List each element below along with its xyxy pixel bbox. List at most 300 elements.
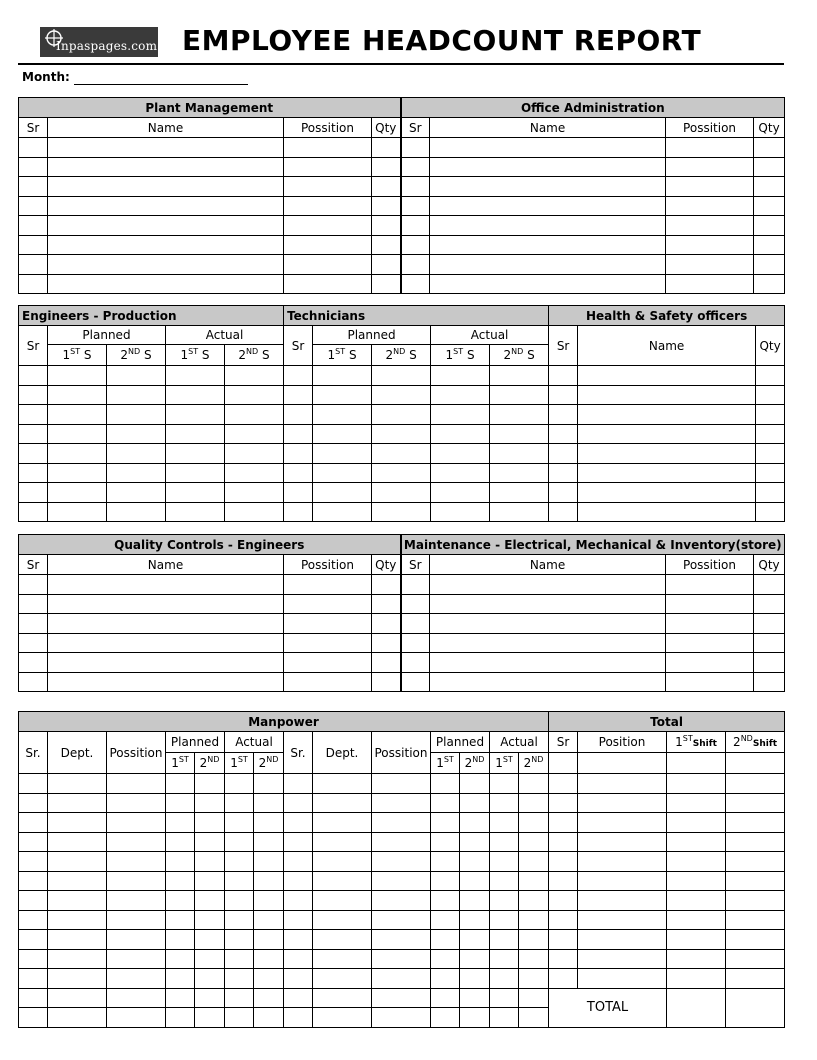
- table-cell[interactable]: [284, 949, 313, 969]
- table-cell[interactable]: [460, 891, 490, 911]
- table-cell[interactable]: [195, 910, 225, 930]
- table-cell[interactable]: [48, 177, 284, 197]
- table-cell[interactable]: [549, 852, 578, 872]
- table-cell[interactable]: [254, 774, 284, 794]
- table-cell[interactable]: [107, 483, 166, 503]
- table-cell[interactable]: [19, 910, 48, 930]
- table-cell[interactable]: [313, 949, 372, 969]
- table-cell[interactable]: [401, 633, 430, 653]
- table-cell[interactable]: [460, 1008, 490, 1028]
- table-cell[interactable]: [754, 614, 785, 634]
- table-cell[interactable]: [48, 138, 284, 158]
- table-cell[interactable]: [754, 633, 785, 653]
- table-cell[interactable]: [431, 502, 490, 522]
- table-cell[interactable]: [460, 793, 490, 813]
- table-cell[interactable]: [313, 930, 372, 950]
- table-cell[interactable]: [431, 463, 490, 483]
- table-cell[interactable]: [372, 633, 401, 653]
- table-cell[interactable]: [313, 891, 372, 911]
- table-cell[interactable]: [225, 891, 254, 911]
- table-cell[interactable]: [107, 910, 166, 930]
- table-cell[interactable]: [19, 891, 48, 911]
- table-cell[interactable]: [372, 255, 401, 275]
- table-cell[interactable]: [578, 385, 756, 405]
- table-cell[interactable]: [667, 969, 726, 989]
- table-cell[interactable]: [48, 255, 284, 275]
- table-cell[interactable]: [19, 157, 48, 177]
- table-cell[interactable]: [48, 633, 284, 653]
- table-cell[interactable]: [430, 594, 666, 614]
- table-cell[interactable]: [284, 910, 313, 930]
- table-cell[interactable]: [48, 930, 107, 950]
- table-cell[interactable]: [19, 793, 48, 813]
- table-cell[interactable]: [225, 852, 254, 872]
- table-cell[interactable]: [431, 949, 460, 969]
- table-cell[interactable]: [549, 502, 578, 522]
- table-cell[interactable]: [460, 871, 490, 891]
- table-cell[interactable]: [225, 366, 284, 386]
- table-cell[interactable]: [166, 366, 225, 386]
- table-cell[interactable]: [48, 871, 107, 891]
- table-cell[interactable]: [19, 502, 48, 522]
- table-cell[interactable]: [284, 177, 372, 197]
- table-cell[interactable]: [166, 502, 225, 522]
- table-cell[interactable]: [19, 444, 48, 464]
- table-cell[interactable]: [372, 138, 401, 158]
- table-cell[interactable]: [401, 177, 430, 197]
- table-cell[interactable]: [549, 871, 578, 891]
- table-cell[interactable]: [313, 483, 372, 503]
- table-cell[interactable]: [549, 424, 578, 444]
- table-cell[interactable]: [19, 813, 48, 833]
- table-cell[interactable]: [313, 852, 372, 872]
- table-cell[interactable]: [225, 988, 254, 1008]
- table-cell[interactable]: [490, 930, 519, 950]
- table-cell[interactable]: [372, 196, 401, 216]
- table-cell[interactable]: [166, 832, 195, 852]
- table-cell[interactable]: [284, 575, 372, 595]
- table-cell[interactable]: [284, 502, 313, 522]
- table-cell[interactable]: [549, 793, 578, 813]
- table-cell[interactable]: [48, 949, 107, 969]
- table-cell[interactable]: [578, 871, 667, 891]
- table-cell[interactable]: [166, 405, 225, 425]
- table-cell[interactable]: [48, 793, 107, 813]
- table-cell[interactable]: [549, 405, 578, 425]
- table-cell[interactable]: [166, 463, 225, 483]
- table-cell[interactable]: [667, 753, 726, 774]
- table-cell[interactable]: [754, 575, 785, 595]
- table-cell[interactable]: [284, 871, 313, 891]
- table-cell[interactable]: [726, 891, 785, 911]
- table-cell[interactable]: [666, 196, 754, 216]
- table-cell[interactable]: [372, 463, 431, 483]
- table-cell[interactable]: [166, 793, 195, 813]
- table-cell[interactable]: [225, 832, 254, 852]
- table-cell[interactable]: [430, 216, 666, 236]
- table-cell[interactable]: [430, 138, 666, 158]
- table-cell[interactable]: [284, 405, 313, 425]
- table-cell[interactable]: [490, 891, 519, 911]
- table-cell[interactable]: [166, 813, 195, 833]
- table-cell[interactable]: [519, 949, 549, 969]
- table-cell[interactable]: [107, 793, 166, 813]
- table-cell[interactable]: [48, 196, 284, 216]
- table-cell[interactable]: [549, 385, 578, 405]
- table-cell[interactable]: [549, 753, 578, 774]
- table-cell[interactable]: [313, 969, 372, 989]
- table-cell[interactable]: [372, 235, 401, 255]
- table-cell[interactable]: [372, 177, 401, 197]
- table-cell[interactable]: [519, 930, 549, 950]
- table-cell[interactable]: [756, 444, 785, 464]
- table-cell[interactable]: [372, 614, 401, 634]
- table-cell[interactable]: [372, 424, 431, 444]
- table-cell[interactable]: [372, 871, 431, 891]
- table-cell[interactable]: [284, 216, 372, 236]
- table-cell[interactable]: [460, 813, 490, 833]
- table-cell[interactable]: [667, 910, 726, 930]
- table-cell[interactable]: [549, 891, 578, 911]
- table-cell[interactable]: [19, 1008, 48, 1028]
- table-cell[interactable]: [667, 813, 726, 833]
- table-cell[interactable]: [490, 366, 549, 386]
- table-cell[interactable]: [372, 832, 431, 852]
- table-cell[interactable]: [667, 930, 726, 950]
- table-cell[interactable]: [195, 969, 225, 989]
- table-cell[interactable]: [431, 366, 490, 386]
- table-cell[interactable]: [401, 614, 430, 634]
- table-cell[interactable]: [519, 774, 549, 794]
- table-cell[interactable]: [284, 463, 313, 483]
- table-cell[interactable]: [372, 216, 401, 236]
- table-cell[interactable]: [313, 832, 372, 852]
- table-cell[interactable]: [372, 910, 431, 930]
- table-cell[interactable]: [754, 653, 785, 673]
- table-cell[interactable]: [460, 969, 490, 989]
- table-cell[interactable]: [48, 385, 107, 405]
- table-cell[interactable]: [756, 424, 785, 444]
- table-cell[interactable]: [284, 813, 313, 833]
- table-cell[interactable]: [519, 891, 549, 911]
- table-cell[interactable]: [401, 575, 430, 595]
- table-cell[interactable]: [401, 653, 430, 673]
- table-cell[interactable]: [430, 274, 666, 294]
- table-cell[interactable]: [549, 444, 578, 464]
- table-cell[interactable]: [107, 949, 166, 969]
- table-cell[interactable]: [460, 910, 490, 930]
- table-cell[interactable]: [254, 910, 284, 930]
- table-cell[interactable]: [372, 157, 401, 177]
- table-cell[interactable]: [195, 988, 225, 1008]
- table-cell[interactable]: [490, 424, 549, 444]
- table-cell[interactable]: [166, 483, 225, 503]
- table-cell[interactable]: [431, 871, 460, 891]
- table-cell[interactable]: [225, 1008, 254, 1028]
- table-cell[interactable]: [726, 930, 785, 950]
- table-cell[interactable]: [549, 910, 578, 930]
- table-cell[interactable]: [225, 910, 254, 930]
- table-cell[interactable]: [107, 988, 166, 1008]
- table-cell[interactable]: [401, 274, 430, 294]
- table-cell[interactable]: [431, 988, 460, 1008]
- table-cell[interactable]: [107, 891, 166, 911]
- table-cell[interactable]: [578, 463, 756, 483]
- table-cell[interactable]: [666, 672, 754, 692]
- table-cell[interactable]: [667, 871, 726, 891]
- table-cell[interactable]: [372, 405, 431, 425]
- table-cell[interactable]: [372, 793, 431, 813]
- table-cell[interactable]: [430, 672, 666, 692]
- table-cell[interactable]: [667, 852, 726, 872]
- table-cell[interactable]: [19, 988, 48, 1008]
- table-cell[interactable]: [284, 1008, 313, 1028]
- table-cell[interactable]: [107, 813, 166, 833]
- table-cell[interactable]: [48, 575, 284, 595]
- table-cell[interactable]: [490, 405, 549, 425]
- total-value-cell[interactable]: [667, 988, 726, 1027]
- table-cell[interactable]: [490, 988, 519, 1008]
- month-input-line[interactable]: [74, 84, 248, 85]
- table-cell[interactable]: [48, 653, 284, 673]
- table-cell[interactable]: [19, 483, 48, 503]
- table-cell[interactable]: [754, 274, 785, 294]
- table-cell[interactable]: [313, 793, 372, 813]
- table-cell[interactable]: [284, 196, 372, 216]
- table-cell[interactable]: [549, 366, 578, 386]
- table-cell[interactable]: [490, 483, 549, 503]
- table-cell[interactable]: [372, 852, 431, 872]
- table-cell[interactable]: [48, 672, 284, 692]
- table-cell[interactable]: [430, 157, 666, 177]
- table-cell[interactable]: [431, 891, 460, 911]
- table-cell[interactable]: [48, 502, 107, 522]
- table-cell[interactable]: [431, 483, 490, 503]
- table-cell[interactable]: [667, 949, 726, 969]
- table-cell[interactable]: [756, 405, 785, 425]
- table-cell[interactable]: [107, 424, 166, 444]
- table-cell[interactable]: [431, 910, 460, 930]
- table-cell[interactable]: [401, 138, 430, 158]
- table-cell[interactable]: [284, 235, 372, 255]
- table-cell[interactable]: [284, 157, 372, 177]
- table-cell[interactable]: [666, 138, 754, 158]
- table-cell[interactable]: [313, 424, 372, 444]
- table-cell[interactable]: [726, 852, 785, 872]
- table-cell[interactable]: [430, 235, 666, 255]
- table-cell[interactable]: [490, 502, 549, 522]
- table-cell[interactable]: [666, 653, 754, 673]
- table-cell[interactable]: [313, 366, 372, 386]
- table-cell[interactable]: [756, 366, 785, 386]
- table-cell[interactable]: [431, 1008, 460, 1028]
- table-cell[interactable]: [460, 949, 490, 969]
- table-cell[interactable]: [490, 463, 549, 483]
- table-cell[interactable]: [48, 274, 284, 294]
- table-cell[interactable]: [48, 594, 284, 614]
- table-cell[interactable]: [431, 385, 490, 405]
- table-cell[interactable]: [430, 633, 666, 653]
- table-cell[interactable]: [754, 594, 785, 614]
- table-cell[interactable]: [667, 891, 726, 911]
- table-cell[interactable]: [19, 575, 48, 595]
- table-cell[interactable]: [372, 813, 431, 833]
- table-cell[interactable]: [756, 483, 785, 503]
- table-cell[interactable]: [519, 793, 549, 813]
- table-cell[interactable]: [284, 672, 372, 692]
- table-cell[interactable]: [166, 424, 225, 444]
- table-cell[interactable]: [284, 774, 313, 794]
- table-cell[interactable]: [430, 653, 666, 673]
- table-cell[interactable]: [195, 949, 225, 969]
- table-cell[interactable]: [107, 930, 166, 950]
- table-cell[interactable]: [430, 255, 666, 275]
- table-cell[interactable]: [372, 366, 431, 386]
- table-cell[interactable]: [430, 575, 666, 595]
- table-cell[interactable]: [756, 385, 785, 405]
- table-cell[interactable]: [107, 405, 166, 425]
- table-cell[interactable]: [372, 653, 401, 673]
- table-cell[interactable]: [254, 949, 284, 969]
- table-cell[interactable]: [225, 405, 284, 425]
- table-cell[interactable]: [19, 255, 48, 275]
- table-cell[interactable]: [578, 832, 667, 852]
- table-cell[interactable]: [284, 832, 313, 852]
- table-cell[interactable]: [726, 832, 785, 852]
- table-cell[interactable]: [166, 385, 225, 405]
- table-cell[interactable]: [578, 424, 756, 444]
- table-cell[interactable]: [19, 633, 48, 653]
- table-cell[interactable]: [372, 891, 431, 911]
- table-cell[interactable]: [756, 463, 785, 483]
- table-cell[interactable]: [107, 366, 166, 386]
- table-cell[interactable]: [225, 385, 284, 405]
- table-cell[interactable]: [19, 594, 48, 614]
- table-cell[interactable]: [48, 483, 107, 503]
- table-cell[interactable]: [254, 930, 284, 950]
- table-cell[interactable]: [372, 930, 431, 950]
- table-cell[interactable]: [519, 969, 549, 989]
- table-cell[interactable]: [431, 424, 490, 444]
- table-cell[interactable]: [254, 832, 284, 852]
- table-cell[interactable]: [431, 793, 460, 813]
- table-cell[interactable]: [667, 774, 726, 794]
- table-cell[interactable]: [431, 444, 490, 464]
- table-cell[interactable]: [430, 614, 666, 634]
- table-cell[interactable]: [431, 405, 490, 425]
- table-cell[interactable]: [549, 463, 578, 483]
- table-cell[interactable]: [19, 969, 48, 989]
- table-cell[interactable]: [726, 813, 785, 833]
- table-cell[interactable]: [726, 910, 785, 930]
- table-cell[interactable]: [372, 672, 401, 692]
- table-cell[interactable]: [225, 774, 254, 794]
- table-cell[interactable]: [225, 483, 284, 503]
- table-cell[interactable]: [490, 852, 519, 872]
- table-cell[interactable]: [107, 1008, 166, 1028]
- table-cell[interactable]: [195, 832, 225, 852]
- table-cell[interactable]: [48, 774, 107, 794]
- table-cell[interactable]: [19, 366, 48, 386]
- table-cell[interactable]: [372, 988, 431, 1008]
- table-cell[interactable]: [107, 444, 166, 464]
- table-cell[interactable]: [372, 385, 431, 405]
- table-cell[interactable]: [578, 852, 667, 872]
- table-cell[interactable]: [519, 813, 549, 833]
- table-cell[interactable]: [166, 444, 225, 464]
- table-cell[interactable]: [519, 832, 549, 852]
- table-cell[interactable]: [225, 930, 254, 950]
- table-cell[interactable]: [372, 274, 401, 294]
- table-cell[interactable]: [284, 852, 313, 872]
- table-cell[interactable]: [107, 463, 166, 483]
- table-cell[interactable]: [372, 949, 431, 969]
- table-cell[interactable]: [460, 988, 490, 1008]
- table-cell[interactable]: [431, 813, 460, 833]
- table-cell[interactable]: [401, 196, 430, 216]
- table-cell[interactable]: [726, 871, 785, 891]
- table-cell[interactable]: [48, 813, 107, 833]
- table-cell[interactable]: [754, 255, 785, 275]
- total-value-cell[interactable]: [726, 988, 785, 1027]
- table-cell[interactable]: [756, 502, 785, 522]
- table-cell[interactable]: [284, 594, 372, 614]
- table-cell[interactable]: [107, 969, 166, 989]
- table-cell[interactable]: [519, 988, 549, 1008]
- table-cell[interactable]: [254, 891, 284, 911]
- table-cell[interactable]: [284, 969, 313, 989]
- table-cell[interactable]: [460, 930, 490, 950]
- table-cell[interactable]: [754, 672, 785, 692]
- table-cell[interactable]: [754, 177, 785, 197]
- table-cell[interactable]: [254, 852, 284, 872]
- table-cell[interactable]: [666, 216, 754, 236]
- table-cell[interactable]: [313, 444, 372, 464]
- table-cell[interactable]: [195, 930, 225, 950]
- table-cell[interactable]: [578, 813, 667, 833]
- table-cell[interactable]: [666, 594, 754, 614]
- table-cell[interactable]: [401, 255, 430, 275]
- table-cell[interactable]: [578, 405, 756, 425]
- table-cell[interactable]: [313, 502, 372, 522]
- table-cell[interactable]: [107, 832, 166, 852]
- table-cell[interactable]: [19, 832, 48, 852]
- table-cell[interactable]: [578, 910, 667, 930]
- table-cell[interactable]: [225, 463, 284, 483]
- table-cell[interactable]: [19, 235, 48, 255]
- table-cell[interactable]: [19, 672, 48, 692]
- table-cell[interactable]: [726, 774, 785, 794]
- table-cell[interactable]: [313, 910, 372, 930]
- table-cell[interactable]: [107, 774, 166, 794]
- table-cell[interactable]: [254, 871, 284, 891]
- table-cell[interactable]: [19, 274, 48, 294]
- table-cell[interactable]: [19, 774, 48, 794]
- table-cell[interactable]: [578, 793, 667, 813]
- table-cell[interactable]: [284, 255, 372, 275]
- table-cell[interactable]: [313, 1008, 372, 1028]
- table-cell[interactable]: [578, 502, 756, 522]
- table-cell[interactable]: [549, 949, 578, 969]
- table-cell[interactable]: [48, 832, 107, 852]
- table-cell[interactable]: [490, 832, 519, 852]
- table-cell[interactable]: [107, 385, 166, 405]
- table-cell[interactable]: [578, 949, 667, 969]
- table-cell[interactable]: [284, 385, 313, 405]
- table-cell[interactable]: [48, 216, 284, 236]
- table-cell[interactable]: [372, 594, 401, 614]
- table-cell[interactable]: [666, 274, 754, 294]
